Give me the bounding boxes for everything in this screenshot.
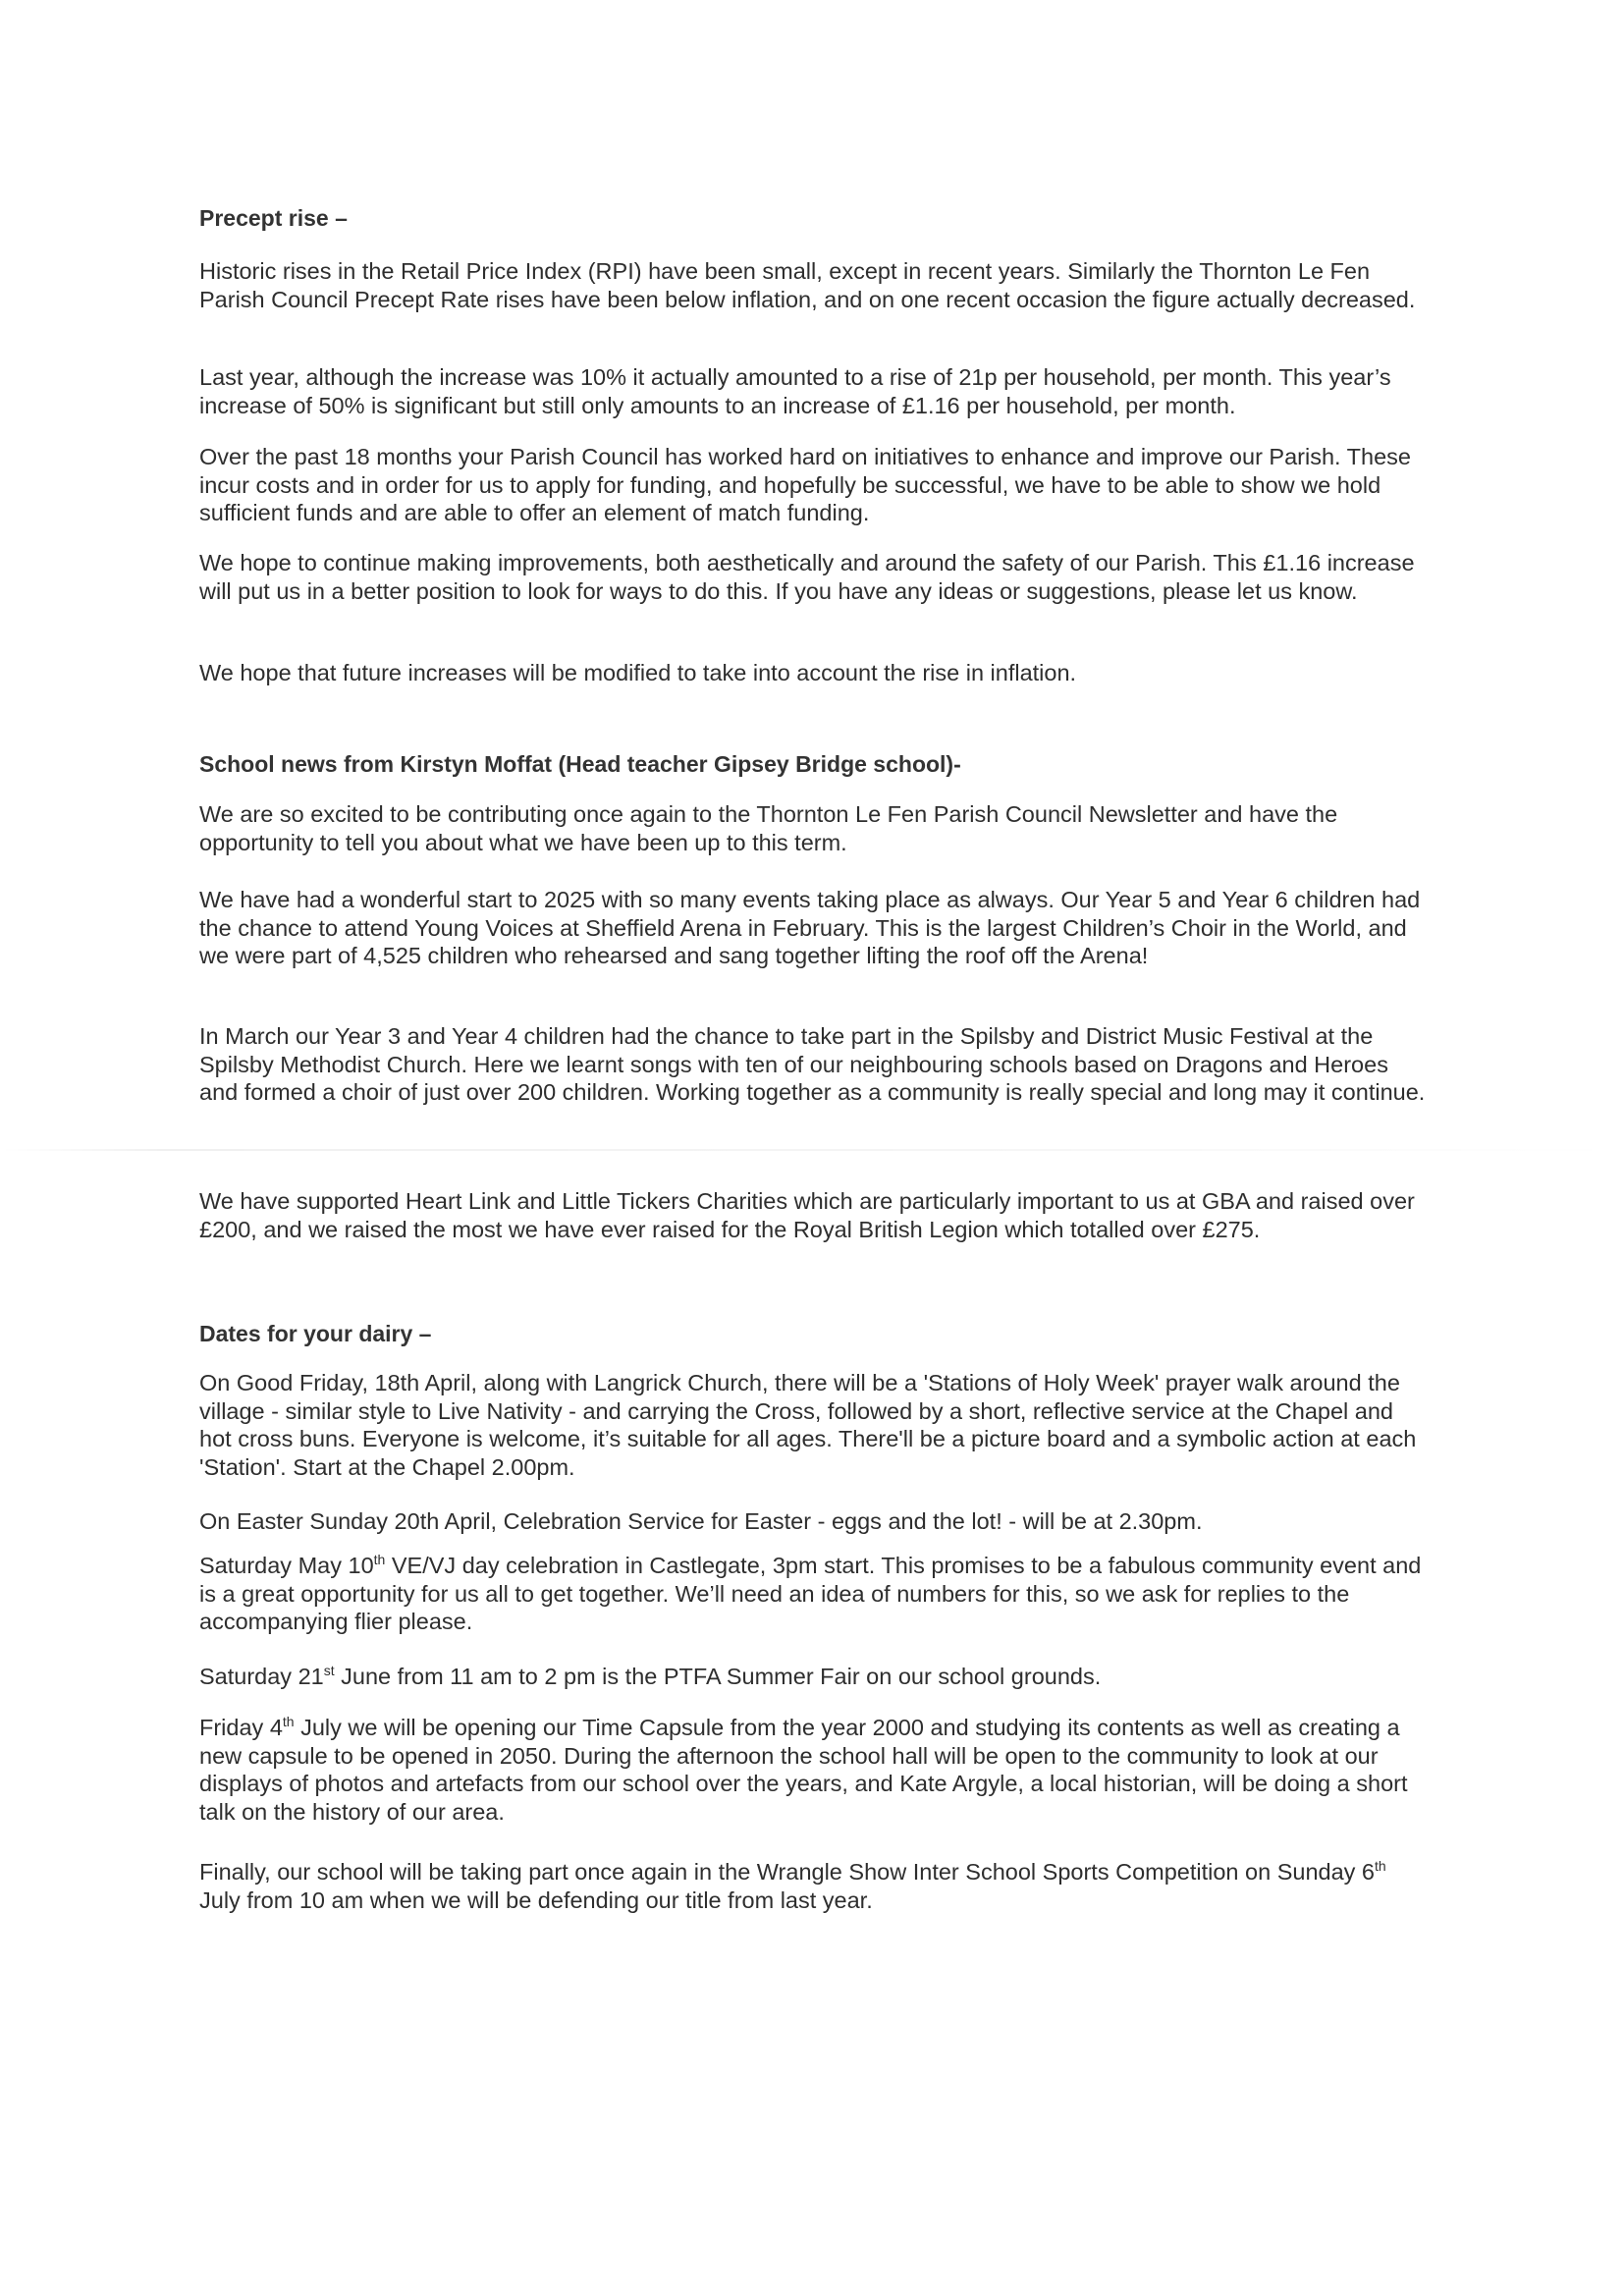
school-news-paragraph-1: We are so excited to be contributing once again to the Thornton Le Fen Parish Council Newsletter and have the opportunity to tell you about what we have been up to this term. — [199, 801, 1338, 855]
ordinal-suffix: st — [323, 1663, 335, 1679]
ordinal-suffix: th — [373, 1552, 386, 1568]
dates-paragraph-easter-sunday: On Easter Sunday 20th April, Celebration Service for Easter - eggs and the lot! - will be at 2.30pm. — [199, 1508, 1203, 1534]
precept-paragraph-1: Historic rises in the Retail Price Index (RPI) have been small, except in recent years. Similarly the Thornton Le Fen Parish Council Precept Rate rises have been below inflation, and on one recent occasion the figure actually decreased. — [199, 258, 1416, 312]
dates-paragraph-time-capsule — [199, 1714, 1427, 1826]
precept-paragraph-5: We hope that future increases will be modified to take into account the rise in inflation. — [199, 660, 1077, 685]
text-segment: July we will be opening our Time Capsule from the year 2000 and studying its contents as well as creating a new capsule to be opened in 2050. During the afternoon the school hall will be open to the community to look at our displays of photos and artefacts from our school over the years, and Kate Argyle, a local historian, will be doing a short talk on the history of our area. — [199, 1715, 1408, 1825]
school-news-paragraph-2: We have had a wonderful start to 2025 with so many events taking place as always. Our Year 5 and Year 6 children had the chance to attend Young Voices at Sheffield Arena in February. This is the largest Children’s Choir in the World, and we were part of 4,525 children who rehearsed and sang together lifting the roof off the Arena! — [199, 887, 1421, 968]
precept-heading: Precept rise – — [199, 205, 348, 231]
text-segment: July from 10 am when we will be defending our title from last year. — [199, 1886, 873, 1913]
school-news-paragraph-3: In March our Year 3 and Year 4 children had the chance to take part in the Spilsby and District Music Festival at the Spilsby Methodist Church. Here we learnt songs with ten of our neighbouring schools based on Dragons and Heroes and formed a choir of just over 200 children. Working together as a community is really special and long may it continue. — [199, 1023, 1426, 1105]
school-news-paragraph-4: We have supported Heart Link and Little Tickers Charities which are particularly important to us at GBA and raised over £200, and we raised the most we have ever raised for the Royal British Legion which totalled over £275. — [199, 1188, 1415, 1242]
text-segment: Finally, our school will be taking part once again in the Wrangle Show Inter School Sports Competition on Sunday 6 — [199, 1859, 1375, 1885]
precept-paragraph-2: Last year, although the increase was 10% it actually amounted to a rise of 21p per household, per month. This year’s increase of 50% is significant but still only amounts to an increase of £1.16 per household, per month. — [199, 364, 1391, 418]
text-segment: June from 11 am to 2 pm is the PTFA Summer Fair on our school grounds. — [334, 1664, 1102, 1689]
ordinal-suffix: th — [1375, 1858, 1386, 1875]
school-news-heading: School news from Kirstyn Moffat (Head teacher Gipsey Bridge school)- — [199, 751, 961, 777]
dates-paragraph-good-friday: On Good Friday, 18th April, along with Langrick Church, there will be a 'Stations of Holy Week' prayer walk around the village - similar style to Live Nativity - and carrying the Cross, followed by a short, reflective service at the Chapel and hot cross buns. Everyone is welcome, it’s suitable for all ages. There'll be a picture board and a symbolic action at each 'Station'. Start at the Chapel 2.00pm. — [199, 1370, 1417, 1480]
text-segment: Saturday 21 — [199, 1664, 324, 1689]
dates-heading: Dates for your dairy – — [199, 1321, 432, 1346]
ordinal-suffix: th — [282, 1714, 295, 1730]
precept-paragraph-4: We hope to continue making improvements, both aesthetically and around the safety of our Parish. This £1.16 increase will put us in a better position to look for ways to do this. If you have any ideas or suggestions, please let us know. — [199, 550, 1415, 604]
text-segment: VE/VJ day celebration in Castlegate, 3pm start. This promises to be a fabulous community event and is a great opportunity for us all to get together. We’ll need an idea of numbers for this, so we ask for replies to the accompanying flier please. — [199, 1553, 1422, 1634]
text-segment: Friday 4 — [199, 1715, 283, 1740]
dates-paragraph-summer-fair — [199, 1663, 1427, 1691]
scan-artifact-line — [0, 1149, 1624, 1151]
dates-paragraph-sports-competition — [199, 1858, 1427, 1914]
precept-paragraph-3: Over the past 18 months your Parish Council has worked hard on initiatives to enhance and improve our Parish. These incur costs and in order for us to apply for funding, and hopefully be successful, we have to be able to show we hold sufficient funds and are able to offer an element of match funding. — [199, 444, 1411, 525]
dates-paragraph-ve-vj-day — [199, 1552, 1427, 1636]
text-segment: Saturday May 10 — [199, 1553, 374, 1578]
